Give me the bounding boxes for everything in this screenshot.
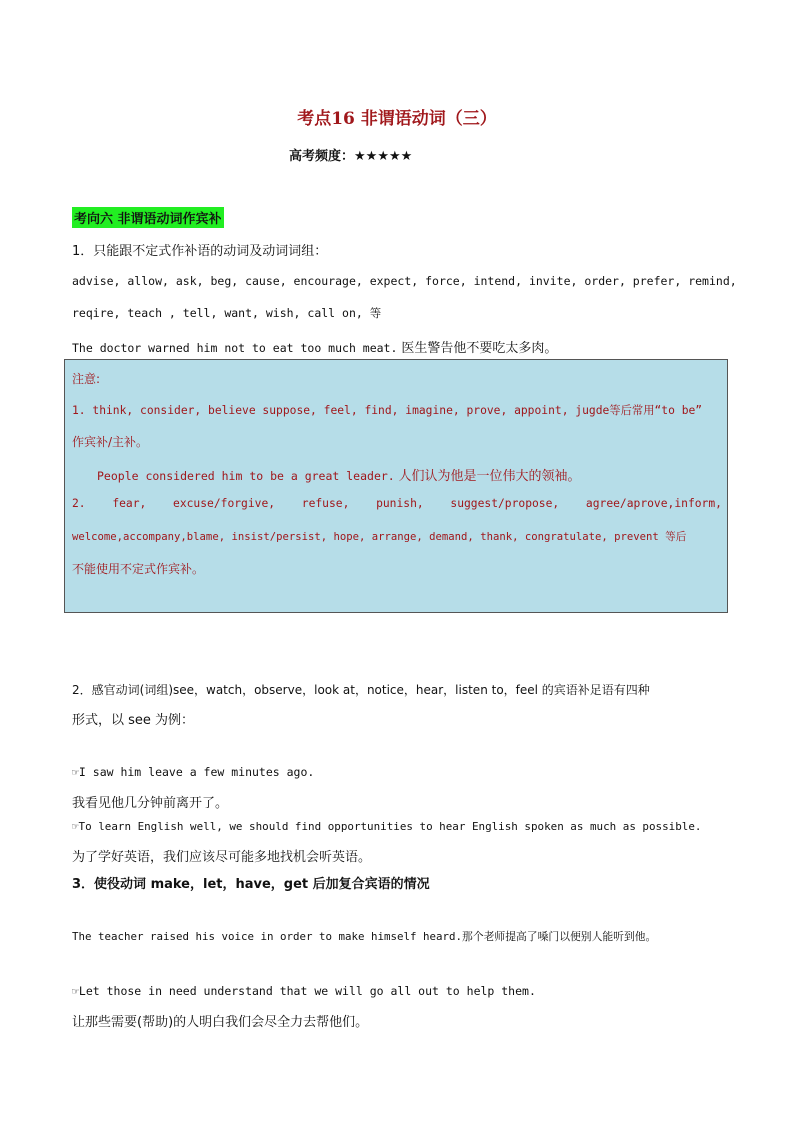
point1-example <box>72 337 557 356</box>
point2-heading-line1: 2．感官动词(词组)see，watch，observe，look at，notice，hear，listen to，feel 的宾语补足语有四种 <box>72 683 650 697</box>
note-label: 注意: <box>72 372 101 386</box>
note-box <box>64 359 728 613</box>
note-item1-line2: 作宾补/主补。 <box>72 435 149 449</box>
note-item2-line1 <box>72 497 722 510</box>
point2-example1-cn: 我看见他几分钟前离开了。 <box>72 796 229 811</box>
point3-example2-cn: 让那些需要(帮助)的人明白我们会尽全力去帮他们。 <box>72 1015 369 1030</box>
point1-example-cn: 医生警告他不要吃太多肉。 <box>401 341 558 356</box>
section-tag: 考向六 非谓语动词作宾补 <box>72 207 224 228</box>
note-item1-example <box>97 465 581 484</box>
note-item2-line2: welcome,accompany,blame, insist/persist, hope, arrange, demand, thank, congratulate, prevent 等后 <box>72 531 687 543</box>
frequency-stars: ★★★★★ <box>354 149 413 164</box>
note-item1-example-en: People considered him to be a great leader. <box>97 469 395 483</box>
note-item2-word: refuse, <box>301 497 350 510</box>
page-title: 考点16 非谓语动词（三） <box>297 109 497 129</box>
note-item2-word: fear, <box>112 497 147 510</box>
point3-example1: The teacher raised his voice in order to make himself heard.那个老师提高了嗓门以便别人能听到他。 <box>72 930 657 943</box>
note-item2-word: punish, <box>376 497 424 510</box>
note-item1-example-cn: 人们认为他是一位伟大的领袖。 <box>398 469 581 484</box>
note-item2-line3: 不能使用不定式作宾补。 <box>72 562 205 576</box>
note-item2-word: 2. <box>72 497 86 510</box>
point3-heading: 3．使役动词 make，let，have，get 后加复合宾语的情况 <box>72 877 430 892</box>
note-item2-word: excuse/forgive, <box>173 497 276 510</box>
note-item2-word: suggest/propose, <box>450 497 560 510</box>
point1-example-en: The doctor warned him not to eat too much meat. <box>72 341 398 355</box>
exam-frequency <box>289 145 412 164</box>
point2-example1-en: ☞I saw him leave a few minutes ago. <box>72 765 315 779</box>
point1-verbs-line1: advise, allow, ask, beg, cause, encourage, expect, force, intend, invite, order, prefer, remind, <box>72 274 737 288</box>
point1-heading: 1．只能跟不定式作补语的动词及动词词组： <box>72 244 328 259</box>
note-item1-line1: 1. think, consider, believe suppose, feel, find, imagine, prove, appoint, jugde等后常用“to be” <box>72 404 703 417</box>
point2-example2-en: ☞To learn English well, we should find opportunities to hear English spoken as much as possible. <box>72 820 702 833</box>
point1-verbs-line2: reqire, teach , tell, want, wish, call on, 等 <box>72 306 382 320</box>
point2-heading-line2: 形式，以 see 为例： <box>72 713 195 728</box>
frequency-label: 高考频度： <box>289 149 355 164</box>
point2-example2-cn: 为了学好英语，我们应该尽可能多地找机会听英语。 <box>72 850 372 865</box>
point3-example2-en: ☞Let those in need understand that we will go all out to help them. <box>72 984 536 998</box>
note-item2-word: agree/aprove,inform, <box>585 497 722 510</box>
